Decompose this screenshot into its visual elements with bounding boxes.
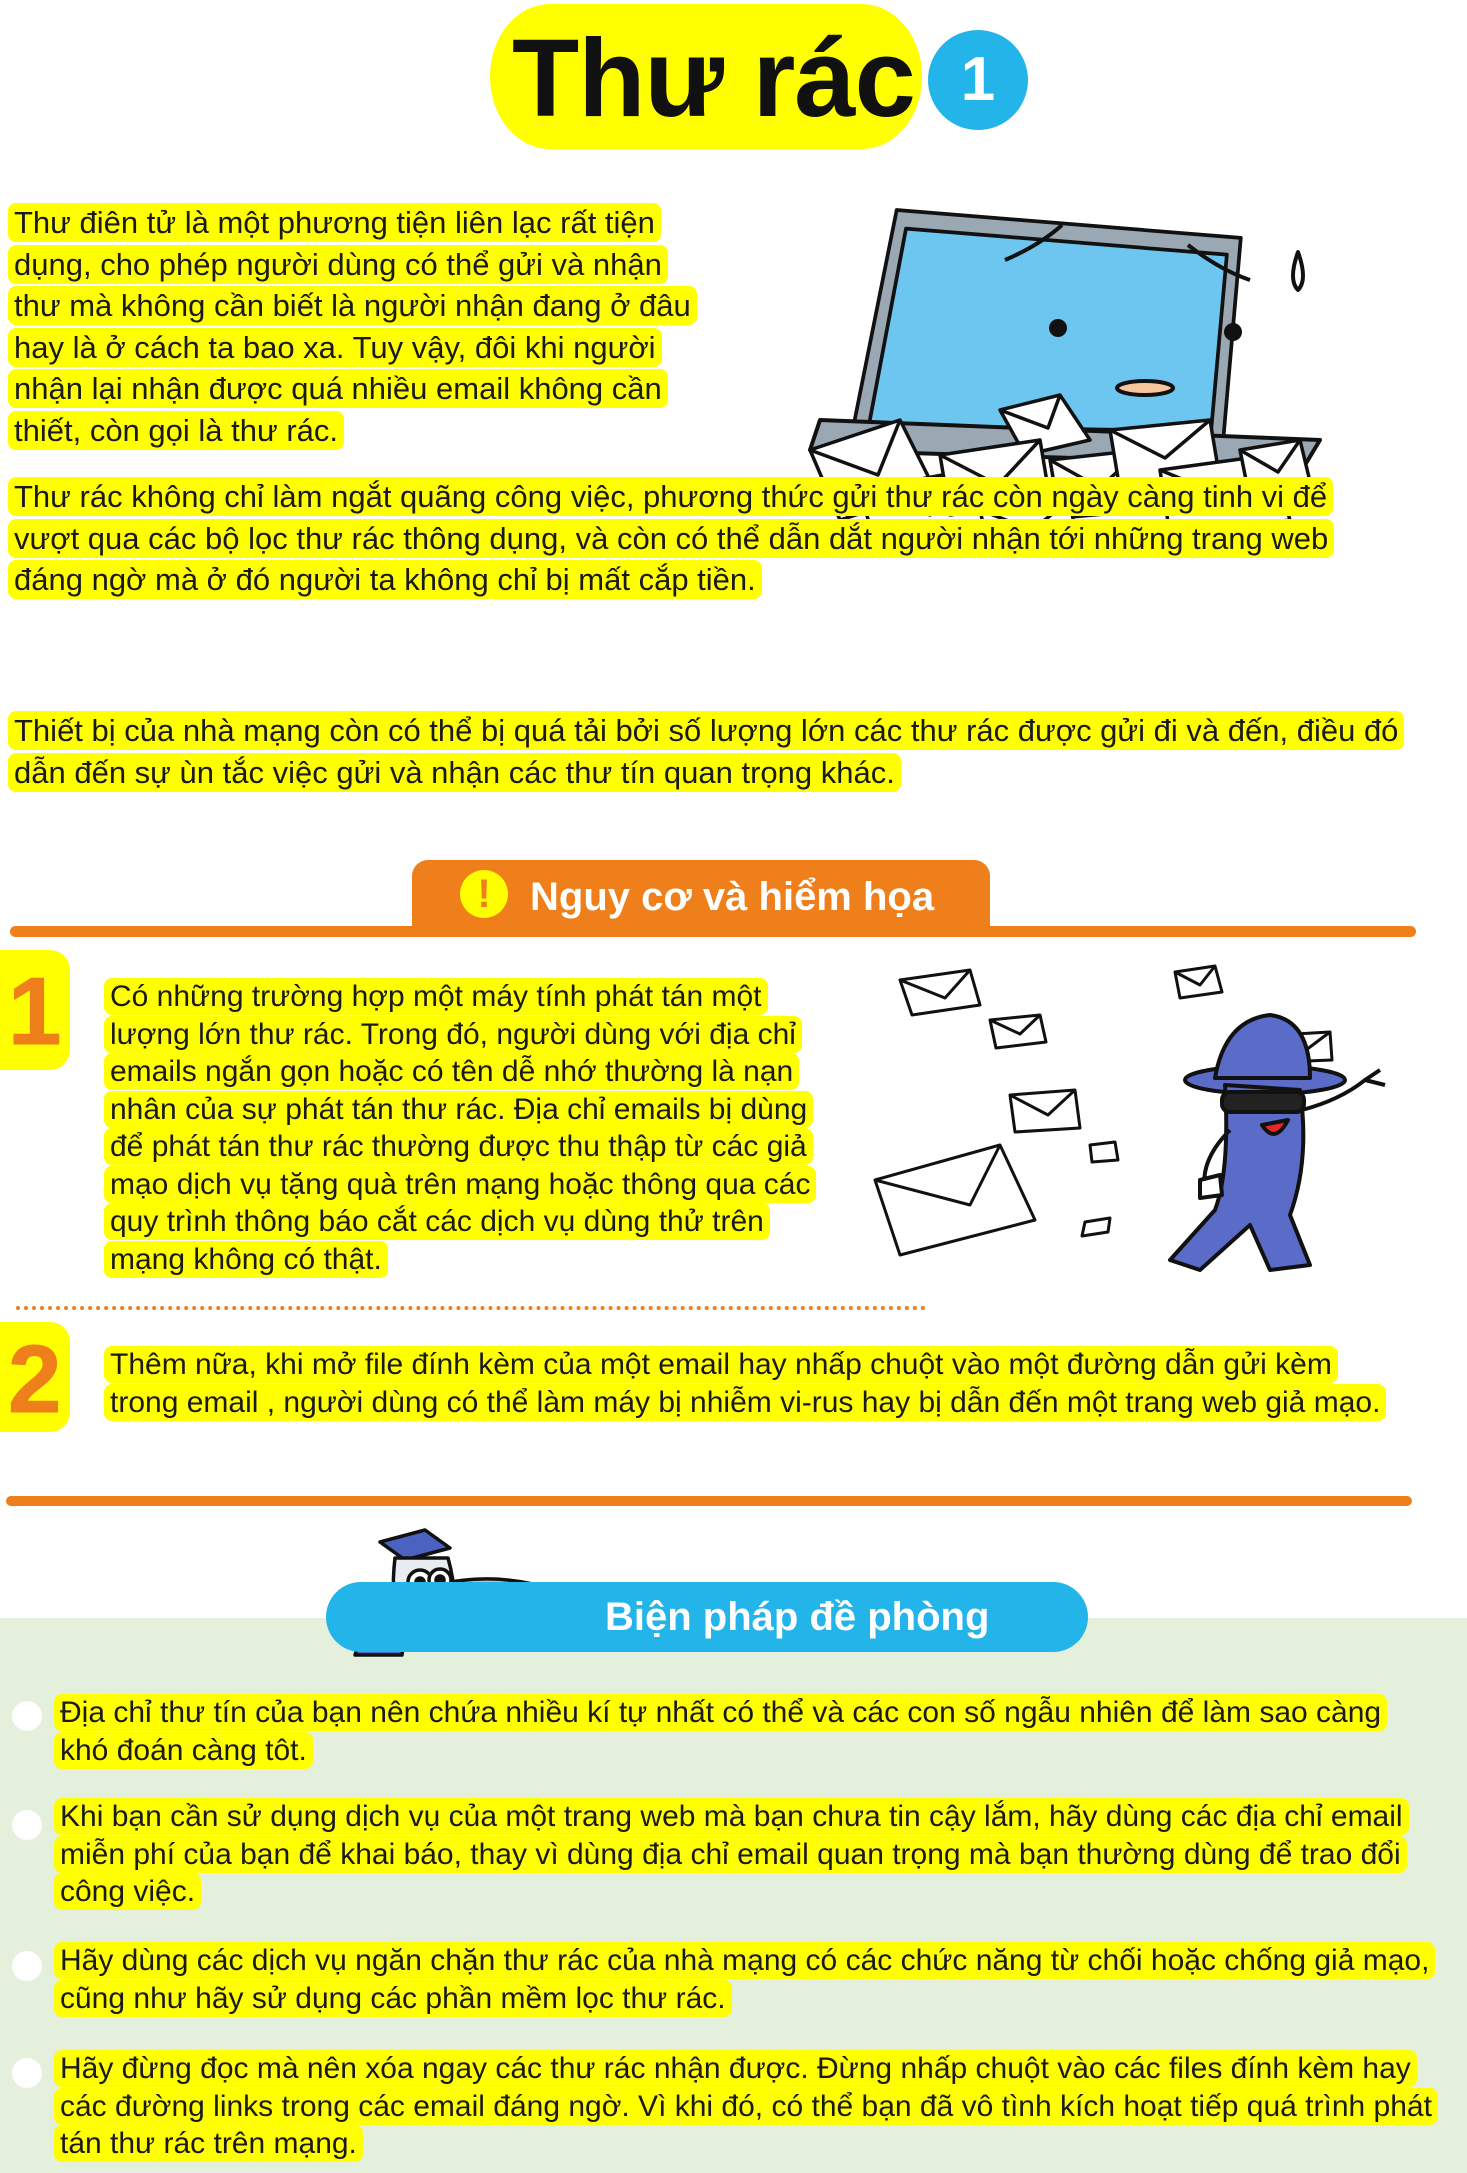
laptop-sweat-drop bbox=[1293, 252, 1303, 290]
warning-icon: ! bbox=[460, 870, 508, 918]
risk-section-bottom-bar bbox=[6, 1496, 1412, 1506]
prevention-item-1 bbox=[54, 1694, 1434, 1769]
intro-paragraph-2-text: Thư rác không chỉ làm ngắt quãng công việc, phương thức gửi thư rác còn ngày càng tinh vi để vượt qua các bộ lọc thư rác thông dụng, và còn có thể dẫn dắt người nhận tới những trang web đáng ngờ mà ở đó người ta không chỉ bị mất cắp tiền. bbox=[8, 477, 1334, 599]
laptop-right-eye bbox=[1224, 323, 1242, 341]
intro-paragraph-3-text: Thiết bị của nhà mạng còn có thể bị quá tải bởi số lượng lớn các thư rác được gửi đi và đến, điều đó dẫn đến sự ùn tắc việc gửi và nhận các thư tín quan trọng khác. bbox=[8, 711, 1404, 792]
laptop-left-eye bbox=[1049, 319, 1067, 337]
prevention-item-2-text: Khi bạn cần sử dụng dịch vụ của một trang web mà bạn chưa tin cậy lắm, hãy dùng các địa chỉ email miễn phí của bạn để khai báo, thay vì dùng địa chỉ email quan trọng mà bạn thường dùng để trao đổi công việc. bbox=[54, 1798, 1409, 1910]
intro-paragraph-1 bbox=[8, 202, 708, 451]
prevention-heading: Biện pháp đề phòng bbox=[605, 1595, 990, 1639]
prevention-item-3 bbox=[54, 1942, 1434, 2017]
page-title: Thư rác bbox=[512, 17, 915, 140]
risk-number-1: 1 bbox=[8, 958, 62, 1065]
hacker-figure bbox=[1170, 1015, 1385, 1270]
prevention-bullet-1 bbox=[12, 1701, 42, 1731]
intro-paragraph-1-text: Thư điên tử là một phương tiện liên lạc rất tiện dụng, cho phép người dùng có thể gửi và nhận thư mà không cần biết là người nhận đang ở đâu hay là ở cách ta bao xa. Tuy vậy, đôi khi người nhận lại nhận được quá nhiều email không cần thiết, còn gọi là thư rác. bbox=[8, 203, 697, 450]
prevention-bullet-2 bbox=[12, 1810, 42, 1840]
intro-paragraph-2 bbox=[8, 476, 1388, 601]
title-number-badge: 1 bbox=[928, 30, 1028, 130]
prevention-item-2 bbox=[54, 1798, 1434, 1911]
prevention-item-4-text: Hãy đừng đọc mà nên xóa ngay các thư rác nhận được. Đừng nhấp chuột vào các files đính kèm hay các đường links trong các email đáng ngờ. Vì khi đó, có thể bạn đã vô tình kích hoạt tiếp quá trình phát tán thư rác trên mạng. bbox=[54, 2050, 1438, 2162]
prevention-item-3-text: Hãy dùng các dịch vụ ngăn chặn thư rác của nhà mạng có các chức năng từ chối hoặc chống giả mạo, cũng như hãy sử dụng các phần mềm lọc thư rác. bbox=[54, 1942, 1435, 2017]
prevention-bullet-3 bbox=[12, 1951, 42, 1981]
risk-item-2 bbox=[104, 1346, 1404, 1421]
risk-item-1 bbox=[104, 978, 824, 1278]
intro-paragraph-3 bbox=[8, 710, 1428, 793]
prevention-item-4 bbox=[54, 2050, 1434, 2163]
prevention-item-1-text: Địa chỉ thư tín của bạn nên chứa nhiều kí tự nhất có thể và các con số ngẫu nhiên để làm sao càng khó đoán càng tôt. bbox=[54, 1694, 1387, 1769]
risk-item-1-text: Có những trường hợp một máy tính phát tán một lượng lớn thư rác. Trong đó, người dùng với địa chỉ emails ngắn gọn hoặc có tên dễ nhớ thường là nạn nhân của sự phát tán thư rác. Địa chỉ emails bị dùng để phát tán thư rác thường được thu thập từ các giả mạo dịch vụ tặng quà trên mạng hoặc thông qua các quy trình thông báo cắt các dịch vụ dùng thử trên mạng không có thật. bbox=[104, 978, 816, 1278]
spammer-illustration bbox=[870, 960, 1410, 1290]
risk-item-separator bbox=[16, 1306, 926, 1310]
risk-divider-bar bbox=[10, 926, 1416, 937]
laptop-mouth bbox=[1117, 381, 1173, 395]
graduation-cap-icon bbox=[380, 1530, 450, 1560]
prevention-bullet-4 bbox=[12, 2058, 42, 2088]
risk-item-2-text: Thêm nữa, khi mở file đính kèm của một email hay nhấp chuột vào một đường dẫn gửi kèm trong email , người dùng có thể làm máy bị nhiễm vi-rus hay bị dẫn đến một trang web giả mạo. bbox=[104, 1346, 1386, 1421]
risk-number-2: 2 bbox=[8, 1326, 62, 1433]
risk-heading: Nguy cơ và hiểm họa bbox=[530, 875, 935, 919]
